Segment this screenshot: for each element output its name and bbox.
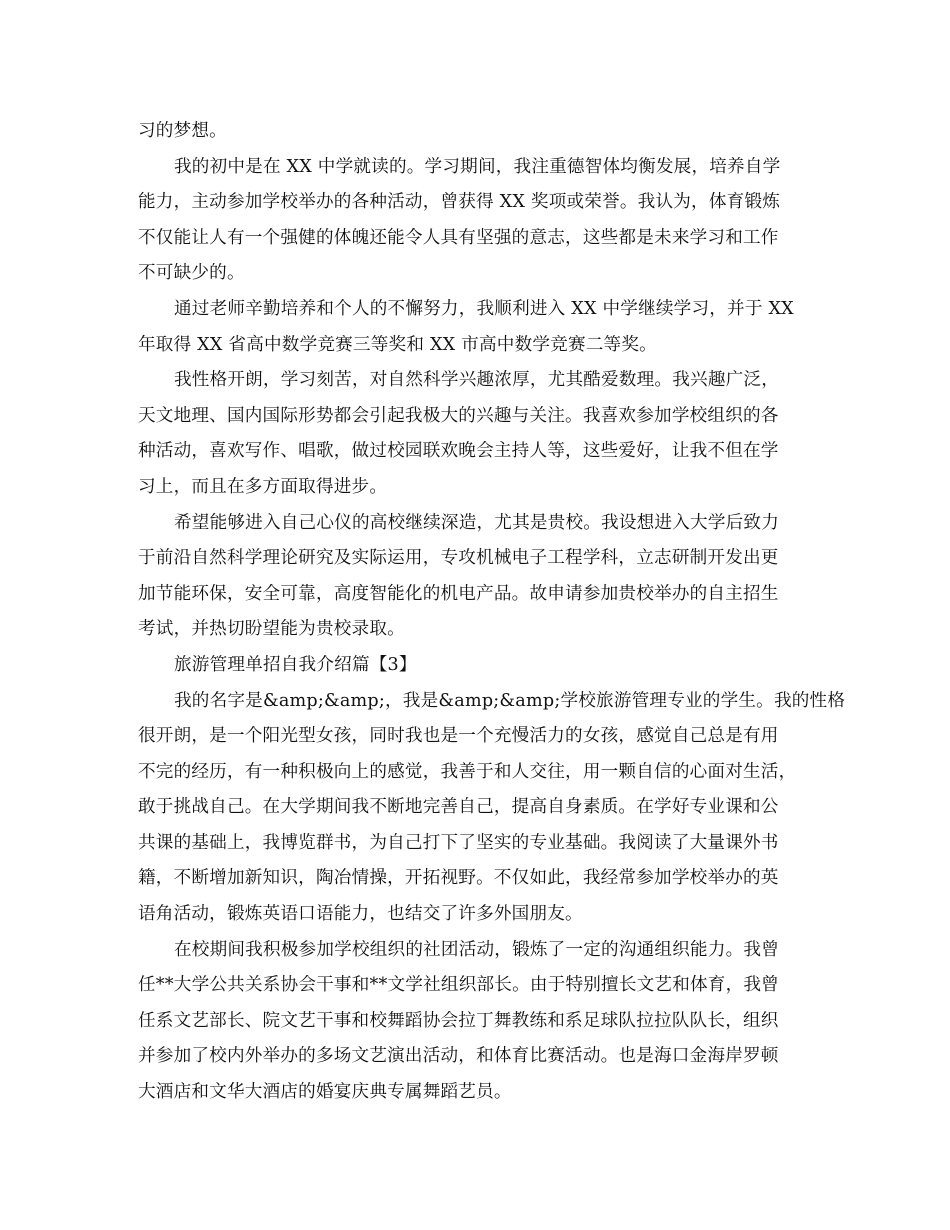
text-line: 任**大学公共关系协会干事和**文学社组织部长。由于特别擅长文艺和体育，我曾 <box>138 975 779 996</box>
text-line: 加节能环保，安全可靠，高度智能化的机电产品。故申请参加贵校举办的自主招生 <box>138 583 779 604</box>
text-line: 不仅能让人有一个强健的体魄还能令人具有坚强的意志，这些都是未来学习和工作 <box>138 227 779 248</box>
text-line: 希望能够进入自己心仪的高校继续深造，尤其是贵校。我设想进入大学后致力 <box>174 512 779 533</box>
text-line: 考试，并热切盼望能为贵校录取。 <box>138 619 405 640</box>
text-line: 我的初中是在 XX 中学就读的。学习期间，我注重德智体均衡发展，培养自学 <box>174 156 781 177</box>
section-heading: 旅游管理单招自我介绍篇【3】 <box>174 654 417 675</box>
text-line: 天文地理、国内国际形势都会引起我极大的兴趣与关注。我喜欢参加学校组织的各 <box>138 405 779 426</box>
text-line: 于前沿自然科学理论研究及实际运用，专攻机械电子工程学科，立志研制开发出更 <box>138 548 779 569</box>
text-line: 任系文艺部长、院文艺干事和校舞蹈协会拉丁舞教练和系足球队拉拉队队长，组织 <box>138 1010 779 1031</box>
text-line: 大酒店和文华大酒店的婚宴庆典专属舞蹈艺员。 <box>138 1082 512 1103</box>
text-line: 语角活动，锻炼英语口语能力，也结交了许多外国朋友。 <box>138 904 583 925</box>
text-line: 不完的经历，有一种积极向上的感觉，我善于和人交往，用一颗自信的心面对生活， <box>138 761 797 782</box>
text-line: 我的名字是&amp;&amp;，我是&amp;&amp;学校旅游管理专业的学生。我的性格 <box>174 690 846 711</box>
text-line: 种活动，喜欢写作、唱歌，做过校园联欢晚会主持人等，这些爱好，让我不但在学 <box>138 441 779 462</box>
text-line: 年取得 XX 省高中数学竞赛三等奖和 XX 市高中数学竞赛二等奖。 <box>138 334 657 355</box>
text-line: 不可缺少的。 <box>138 263 245 284</box>
text-line: 籍，不断增加新知识，陶冶情操，开拓视野。不仅如此，我经常参加学校举办的英 <box>138 868 779 889</box>
document-body <box>138 114 846 1111</box>
text-line: 很开朗，是一个阳光型女孩，同时我也是一个充慢活力的女孩，感觉自己总是有用 <box>138 726 779 747</box>
text-line: 并参加了校内外举办的多场文艺演出活动，和体育比赛活动。也是海口金海岸罗顿 <box>138 1046 779 1067</box>
text-line: 共课的基础上，我博览群书，为自己打下了坚实的专业基础。我阅读了大量课外书 <box>138 832 779 853</box>
text-line: 习上，而且在多方面取得进步。 <box>138 476 388 497</box>
text-line: 敢于挑战自己。在大学期间我不断地完善自己，提高自身素质。在学好专业课和公 <box>138 797 779 818</box>
text-line: 通过老师辛勤培养和个人的不懈努力，我顺利进入 XX 中学继续学习，并于 XX <box>174 298 794 319</box>
text-line: 习的梦想。 <box>138 121 227 141</box>
text-line: 我性格开朗，学习刻苦，对自然科学兴趣浓厚，尤其酷爱数理。我兴趣广泛， <box>174 370 779 391</box>
text-line: 在校期间我积极参加学校组织的社团活动，锻炼了一定的沟通组织能力。我曾 <box>174 939 779 960</box>
text-line: 能力，主动参加学校举办的各种活动，曾获得 XX 奖项或荣誉。我认为，体育锻炼 <box>138 192 781 213</box>
